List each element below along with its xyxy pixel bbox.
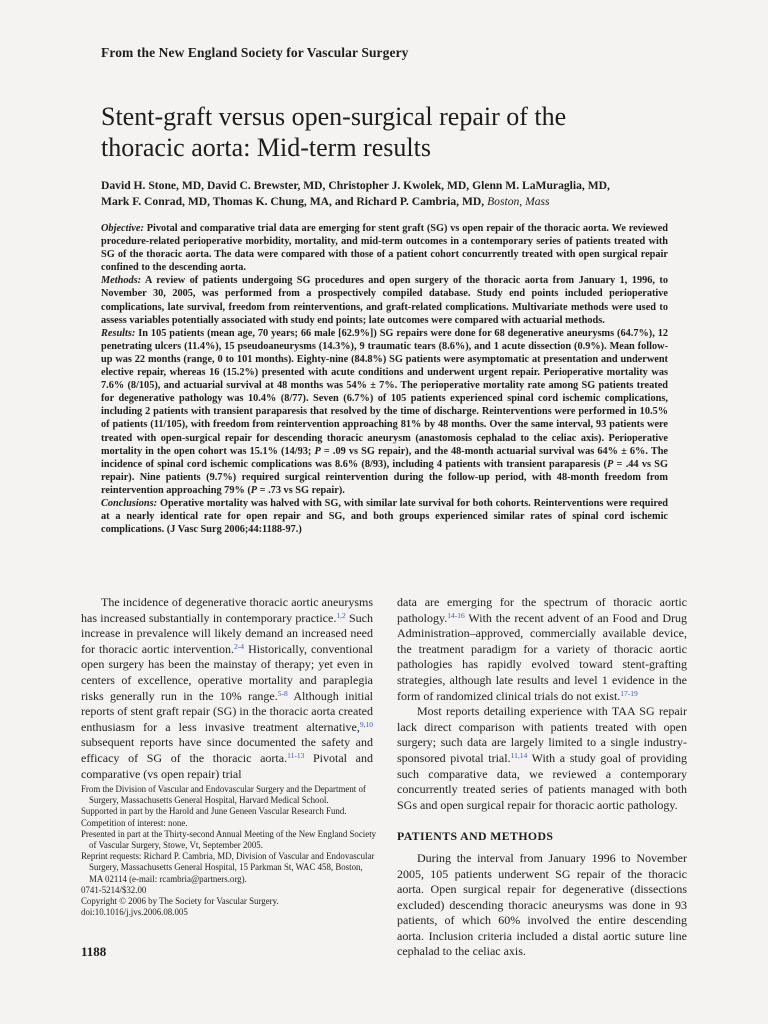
citation-link[interactable]: 17-19 [620, 688, 638, 698]
title-line-2: thoracic aorta: Mid-term results [101, 133, 431, 162]
citation-link[interactable]: 1,2 [336, 610, 346, 620]
section-heading: PATIENTS AND METHODS [397, 829, 554, 844]
results-text-c: = .44 vs SG repair). Nine patients (9.7%) required surgical reintervention during the follow-up period, with 48-month freedom from reintervention approaching 79% ( [101, 458, 669, 496]
abstract-results [101, 327, 668, 497]
body-text: subsequent reports have since documented the safety and efficacy of SG of the thoracic aorta. [81, 735, 373, 765]
left-column-body [81, 595, 373, 782]
citation-link[interactable]: 2-4 [234, 641, 245, 651]
body-text: With the recent advent of an Food and Drug Administration–approved, commercially available device, the treatment paradigm for a variety of thoracic aortic pathologies has rapidly evolved toward stent-grafting strategies, although late results and level 1 evidence in the form of randomized clinical trials do not exist. [397, 610, 687, 703]
body-text: With a study goal of providing such comparative data, we reviewed a contemporary concurrently treated series of patients managed with both SGs and open surgical repair for thoracic aortic pathology. [397, 750, 687, 812]
abstract-objective [101, 222, 668, 274]
intro-paragraph [81, 595, 373, 782]
authors-line-1: David H. Stone, MD, David C. Brewster, MD, Christopher J. Kwolek, MD, Glenn M. LaMuraglia, MD, [101, 179, 610, 192]
results-text-d: = .73 vs SG repair). [257, 484, 345, 496]
author-location: Boston, Mass [487, 195, 550, 208]
citation-link[interactable]: 11-13 [287, 750, 305, 760]
body-text: Such increase in prevalence will likely demand an increased need for thoracic aortic intervention. [81, 610, 374, 656]
objective-heading: Objective: [101, 223, 144, 234]
conclusions-heading: Conclusions: [101, 497, 158, 509]
results-text-b: = .09 vs SG repair), and the 48-month actuarial survival was 64% ± 6%. The incidence of spinal cord ischemic complications was 8.6% (8/93), including 4 patients with transient paraparesis ( [101, 445, 668, 470]
methods-text: A review of patients undergoing SG procedures and open surgery of the thoracic aorta from January 1, 1996, to November 30, 2005, was performed from a prospectively compiled database. Study end points included perioperative complications, late survival, freedom from reinterventions, and graft-related complications. Multivariate methods were used to assess variables potentially associated with study end points; late outcomes were compared with actuarial methods. [101, 275, 668, 326]
results-heading: Results: [101, 327, 136, 339]
citation-link[interactable]: 11,14 [510, 750, 528, 760]
footnote-copyright: Copyright © 2006 by The Society for Vascular Surgery. [81, 896, 279, 907]
article-title [101, 101, 701, 163]
p-value-symbol: P [314, 445, 321, 457]
footnote-issn: 0741-5214/$32.00 [81, 884, 147, 895]
body-text: data are emerging for the spectrum of thoracic aortic pathology. [397, 595, 687, 625]
footnote-affiliation: From the Division of Vascular and Endovascular Surgery and the Department of Surgery, Massachusetts General Hospital, Harvard Medical School. [81, 784, 366, 806]
right-column-body [397, 595, 687, 960]
footnote-doi: doi:10.1016/j.jvs.2006.08.005 [81, 907, 188, 918]
body-text: Most reports detailing experience with TAA SG repair lack direct comparison with patients treated with open surgery; such data are largely limited to a single industry-sponsored pivotal trial. [397, 704, 687, 765]
abstract-conclusions [101, 497, 668, 536]
conclusions-text: Operative mortality was halved with SG, with similar late survival for both cohorts. Reinterventions were required at a nearly identical rate for open repair and SG, and both groups experienced similar rates of spinal cord ischemic complications. (J Vasc Surg 2006;44:1188-97.) [101, 497, 668, 536]
page-number: 1188 [81, 944, 107, 959]
abstract [101, 222, 668, 536]
footnote-reprint: Reprint requests: Richard P. Cambria, MD, Division of Vascular and Endovascular Surgery, Massachusetts General Hospital, 15 Parkman St, WAC 458, Boston, MA 02114 (e-mail: rcambria@partners.org). [81, 851, 375, 884]
title-line-1: Stent-graft versus open-surgical repair of the [101, 102, 567, 131]
footnote-presented: Presented in part at the Thirty-second Annual Meeting of the New England Society of Vascular Surgery, Stowe, Vt, September 2005. [81, 828, 377, 851]
body-text: Historically, conventional open surgery has been the mainstay of therapy; yet even in centers of excellence, operative mortality and paraplegia risks generally run in the 10% range. [81, 641, 373, 703]
footnotes [81, 784, 377, 918]
series-header: From the New England Society for Vascular Surgery [101, 45, 409, 60]
intro-continuation [397, 595, 687, 704]
methods-paragraph: During the interval from January 1996 to November 2005, 105 patients underwent SG repair of the thoracic aorta. Open surgical repair for degenerative (dissections excluded) descending thoracic aneurysms was done in 93 patients, of which 60% involved the entire descending aorta. Inclusion criteria included a distal aortic suture line cephalad to the celiac axis. [397, 850, 687, 959]
results-text-a: In 105 patients (mean age, 70 years; 66 male [62.9%]) SG repairs were done for 68 degenerative aneurysms (64.7%), 12 penetrating ulcers (11.4%), 15 pseudoaneurysms (14.3%), 9 traumatic tears (8.6%), and 1 acute dissection (0.9%). Mean follow-up was 22 months (range, 0 to 101 months). Eighty-nine (84.8%) SG patients were asymptomatic at presentation and underwent elective repair, whereas 16 (15.2%) presented with acute conditions and underwent urgent repair. Perioperative mortality was 7.6% (8/105), and actuarial survival at 48 months was 54% ± 7%. The perioperative mortality rate among SG patients treated for degenerative pathology was 10.4% (8/77). Seven (6.7%) of 105 patients experienced spinal cord ischemic complications, including 2 patients with transient paraparesis that resolved by the time of discharge. Reinterventions were performed in 10.5% of patients (11/105), with freedom from reintervention approaching 81% by 48 months. Over the same interval, 93 patients were treated with open-surgical repair for descending thoracic aneurysm (anastomosis cephalad to the celiac axis). Perioperative mortality in the open cohort was 15.1% (14/93; [101, 327, 668, 457]
body-text: Although initial reports of stent graft repair (SG) in the thoracic aorta created enthusiasm for a less invasive treatment alternative, [81, 688, 373, 734]
author-list [101, 178, 681, 210]
abstract-methods [101, 274, 668, 326]
objective-text: Pivotal and comparative trial data are emerging for stent graft (SG) vs open repair of the thoracic aorta. We reviewed procedure-related perioperative morbidity, mortality, and mid-term outcomes in a contemporary series of patients treated with SG of the thoracic aorta. The data were compared with those of a patient cohort concurrently treated with open surgical repair confined to the descending aorta. [101, 223, 668, 274]
p-value-symbol: P [250, 484, 258, 496]
intro-paragraph-2 [397, 704, 687, 813]
methods-heading: Methods: [101, 275, 142, 287]
citation-link[interactable]: 9,10 [359, 719, 373, 729]
authors-line-2: Mark F. Conrad, MD, Thomas K. Chung, MA, and Richard P. Cambria, MD, [101, 195, 485, 208]
citation-link[interactable]: 14-16 [447, 610, 465, 620]
citation-link[interactable]: 5-8 [277, 688, 288, 698]
footnote-funding: Supported in part by the Harold and June Geneen Vascular Research Fund. [81, 806, 347, 817]
p-value-symbol: P [606, 458, 614, 470]
footnote-competition: Competition of interest: none. [81, 817, 188, 828]
body-text: Pivotal and comparative (vs open repair) trial [81, 750, 374, 781]
body-text: The incidence of degenerative thoracic aortic aneurysms has increased substantially in contemporary practice. [81, 595, 373, 625]
